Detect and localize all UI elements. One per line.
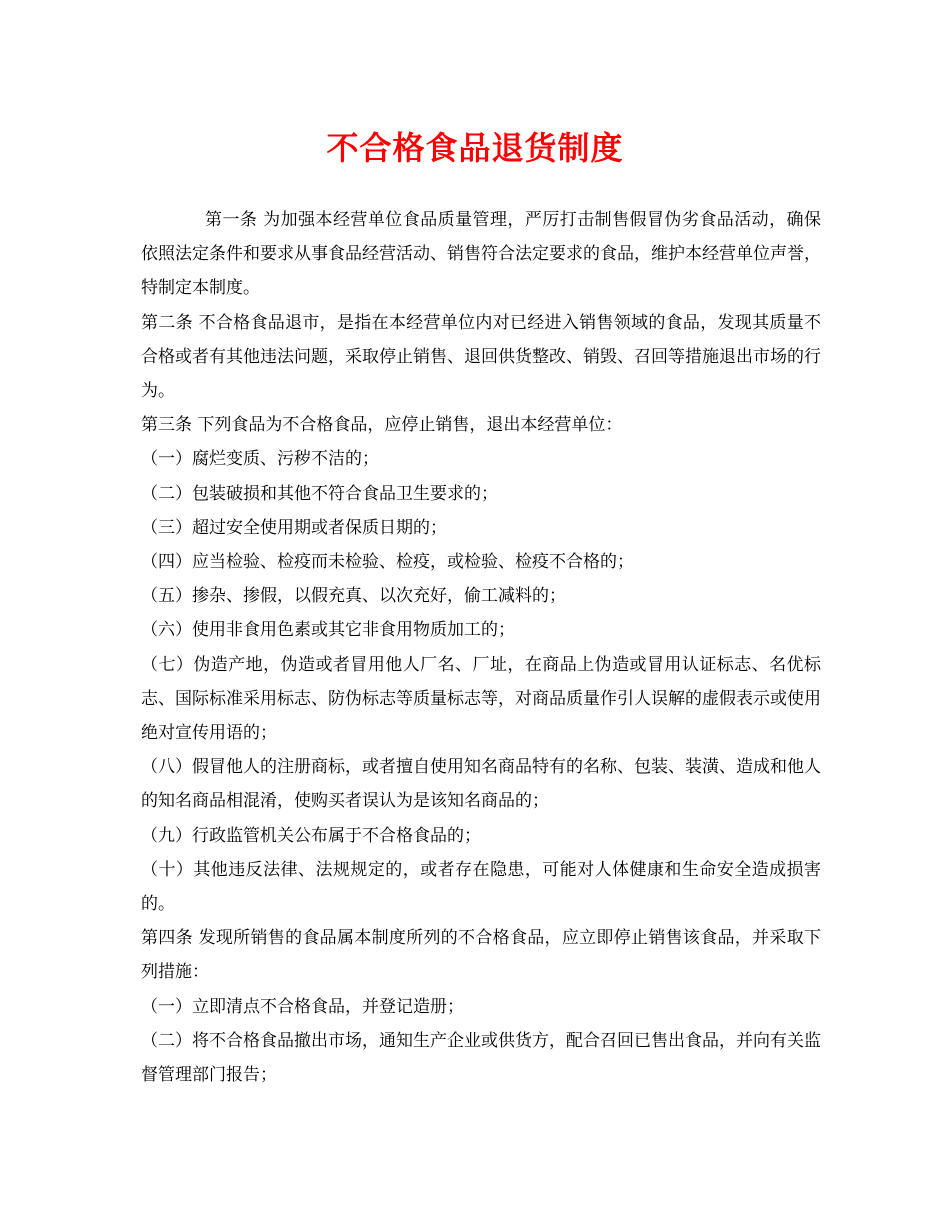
article-3-item-4: （四）应当检验、检疫而未检验、检疫，或检验、检疫不合格的； [141, 552, 634, 573]
article-1-paragraph: 第一条 为加强本经营单位食品质量管理，严厉打击制售假冒伪劣食品活动，确保依照法定条件和要求从事食品经营活动、销售符合法定要求的食品，维护本经营单位声誉，特制定本制度。 [141, 210, 821, 299]
document-title: 不合格食品退货制度 [326, 129, 624, 167]
article-4-item-1: （一）立即清点不合格食品，并登记造册； [141, 996, 464, 1017]
article-3-item-5: （五）掺杂、掺假，以假充真、以次充好，偷工减料的； [141, 586, 566, 607]
article-3-item-3: （三）超过安全使用期或者保质日期的； [141, 517, 447, 538]
article-4-item-2: （二）将不合格食品撤出市场，通知生产企业或供货方，配合召回已售出食品，并向有关监督管理部门报告； [141, 1030, 821, 1086]
article-3-item-10: （十）其他违反法律、法规规定的，或者存在隐患，可能对人体健康和生命安全造成损害的。 [141, 859, 821, 915]
document-body [141, 203, 821, 1092]
article-3-item-9: （九）行政监管机关公布属于不合格食品的； [141, 825, 481, 846]
article-3-item-6: （六）使用非食用色素或其它非食用物质加工的； [141, 620, 515, 641]
article-4-paragraph: 第四条 发现所销售的食品属本制度所列的不合格食品，应立即停止销售该食品，并采取下列措施： [141, 928, 821, 983]
article-3-paragraph: 第三条 下列食品为不合格食品，应停止销售，退出本经营单位： [141, 415, 623, 436]
article-2-paragraph: 第二条 不合格食品退市，是指在本经营单位内对已经进入销售领域的食品，发现其质量不合格或者有其他违法问题，采取停止销售、退回供货整改、销毁、召回等措施退出市场的行为。 [141, 312, 821, 402]
article-3-item-8: （八）假冒他人的注册商标，或者擅自使用知名商品特有的名称、包装、装潢、造成和他人的知名商品相混淆，使购买者误认为是该知名商品的； [141, 757, 821, 812]
article-3-item-1: （一）腐烂变质、污秽不洁的； [141, 449, 379, 470]
article-3-item-7: （七）伪造产地，伪造或者冒用他人厂名、厂址，在商品上伪造或冒用认证标志、名优标志、国际标准采用标志、防伪标志等质量标志等，对商品质量作引人误解的虚假表示或使用绝对宣传用语的； [141, 654, 821, 744]
article-3-item-2: （二）包装破损和其他不符合食品卫生要求的； [141, 483, 498, 504]
